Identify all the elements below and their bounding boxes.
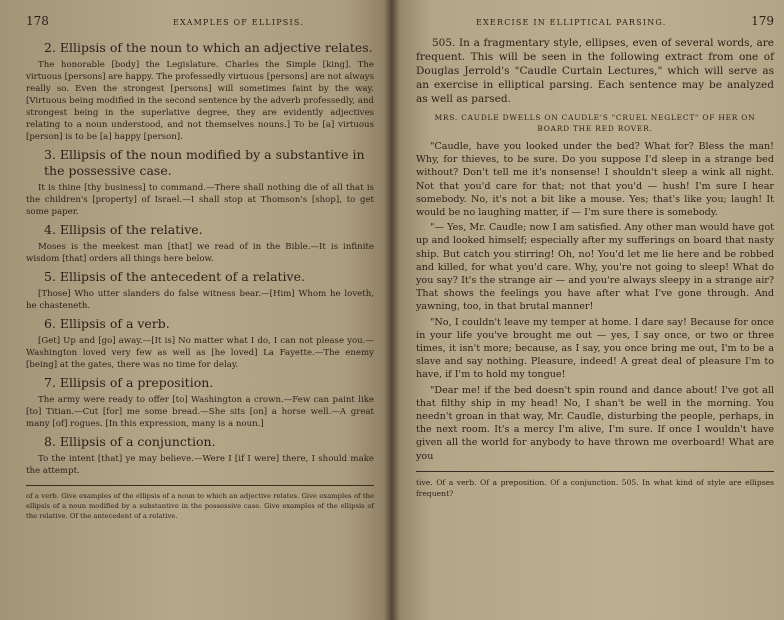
section-heading: 4. Ellipsis of the relative.: [44, 222, 203, 237]
extract-heading: MRS. CAUDLE DWELLS ON CAUDLE'S "CRUEL NEGLECT" OF HER ON BOARD THE RED ROVER.: [434, 113, 756, 133]
right-page-number: 179: [751, 14, 774, 28]
right-footnote: tive. Of a verb. Of a preposition. Of a conjunction. 505. In what kind of style are ellipses frequent?: [416, 477, 774, 498]
left-page-number: 178: [26, 14, 49, 28]
section-text: It is thine [thy business] to command.—There shall nothing die of all that is the children's [property] of Israel.—I shall stop at Thomson's [shop], to get some paper.: [26, 183, 374, 217]
extract-paragraph: "Dear me! if the bed doesn't spin round and dance about! I've got all that filthy ship in my head! No, I shan't be well in the morning. You needn't groan in that way, Mr. Caudle, disturbing the people, perhaps, in the next room. It's a mercy I'm alive, I'm sure. If once I wouldn't have given all the world for anybody to have thrown me overboard! What are you: [416, 384, 774, 462]
exercise-intro: 505. In a fragmentary style, ellipses, even of several words, are frequent. This will be seen in the following extract from one of Douglas Jerrold's "Caudle Curtain Lectures," which will serve as an exercise in elliptical parsing. Each sentence may be analyzed as well as parsed.: [416, 37, 774, 105]
section-text: [Get] Up and [go] away.—[It is] No matter what I do, I can not please you.—Washington loved very few as well as [he loved] La Fayette.—The enemy [being] at the gates, there was no time for delay.: [26, 336, 374, 370]
footnote-rule: [26, 485, 374, 486]
section-heading: 5. Ellipsis of the antecedent of a relative.: [44, 269, 305, 284]
extract-paragraph: "No, I couldn't leave my temper at home. I dare say! Because for once in your life you've brought me out — yes, I say once, or two or three times, it isn't more; because, as I say, you once bring me out, I'm to be a slave and say nothing. Pleasure, indeed! A great deal of pleasure I'm to have, if I'm to hold my tongue!: [416, 316, 774, 381]
right-running-head: [416, 14, 774, 28]
right-page: [392, 0, 784, 620]
section-text: [Those] Who utter slanders do false witness bear.—[Him] Whom he loveth, he chasteneth.: [26, 289, 374, 311]
extract-paragraph: "— Yes, Mr. Caudle; now I am satisfied. Any other man would have got up and looked himself; especially after my sufferings on board that nasty ship. But catch you stirring! Oh, no! You'd let me lie here and be robbed and killed, for what you'd care. Why, you're not going to sleep! What do you say? It's the strange air — and you're always sleepy in a strange air? That shows the feelings you have after what I've gone through. And yawning, too, in that brutal manner!: [416, 222, 774, 313]
section-heading: 3. Ellipsis of the noun modified by a substantive in the possessive case.: [44, 147, 365, 178]
footnote-rule: [416, 471, 774, 472]
section-text: Moses is the meekest man [that] we read of in the Bible.—It is infinite wisdom [that] orders all things here below.: [26, 242, 374, 264]
book-gutter: [384, 0, 400, 620]
right-running-title: EXERCISE IN ELLIPTICAL PARSING.: [476, 18, 667, 27]
left-footnote: of a verb. Give examples of the ellipsis of a noun to which an adjective relates. Give examples of the ellipsis of a noun modified by a substantive in the possessive case. Give examples of the ellipsis of the relative. Of the antecedent of a relative.: [26, 492, 374, 520]
section-heading: 6. Ellipsis of a verb.: [44, 316, 170, 331]
section-text: The honorable [body] the Legislature. Charles the Simple [king]. The virtuous [persons] are happy. The professedly virtuous [persons] are not always really so. Even the strongest [persons] will sometimes faint by the way. [Virtuous being modified in the second sentence by the adverb professedly, and strongest being in the superlative degree, they are evidently adjectives relating to a noun understood, and not themselves nouns.] To be [a] virtuous [person] is to be [a] happy [person].: [26, 60, 374, 142]
section-heading: 7. Ellipsis of a preposition.: [44, 375, 214, 390]
section-text: The army were ready to offer [to] Washington a crown.—Few can paint like [to] Titian.—Cut [for] me some bread.—She sits [on] a horse well.—A great many [of] rogues. [In this expression, many is a noun.]: [26, 395, 374, 429]
section-text: To the intent [that] ye may believe.—Were I [if I were] there, I should make the attempt.: [26, 454, 374, 476]
left-running-head: [26, 14, 374, 28]
section-heading: 8. Ellipsis of a conjunction.: [44, 434, 216, 449]
section-heading: 2. Ellipsis of the noun to which an adjective relates.: [44, 40, 373, 55]
left-running-title: EXAMPLES OF ELLIPSIS.: [172, 18, 304, 27]
extract-paragraph: "Caudle, have you looked under the bed? What for? Bless the man! Why, for thieves, to be sure. Do you suppose I'd sleep in a strange bed without? Don't tell me it's nonsense! I shouldn't sleep a wink all night. Not that you'd care for that; not that you'd — hush! I'm sure I hear somebody. No, it's not a bit like a mouse. Yes; that's like you; laugh! It would be no laughing matter, if — I'm sure there is somebody.: [416, 141, 774, 219]
